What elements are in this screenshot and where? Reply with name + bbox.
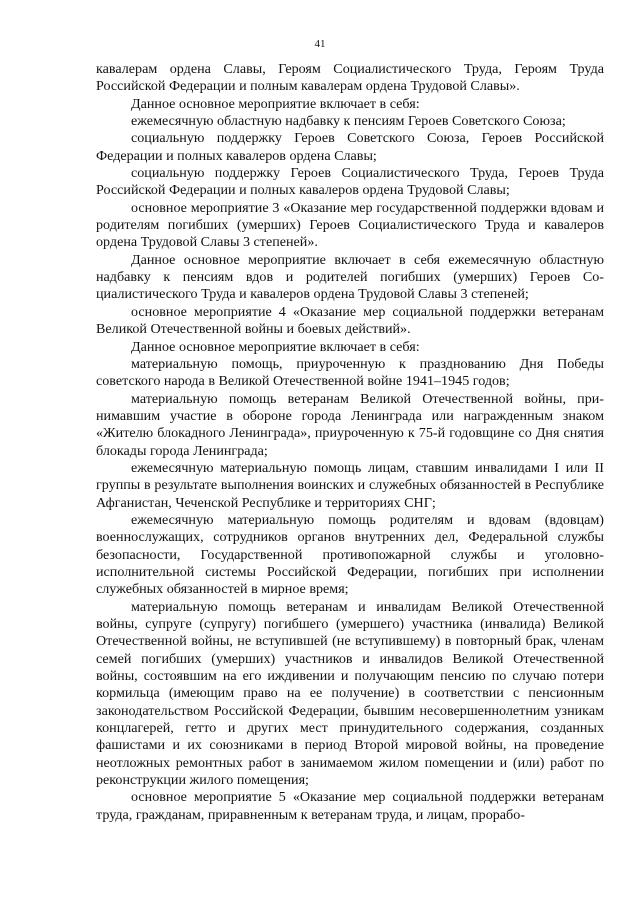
page-number: 41 xyxy=(314,38,326,50)
paragraph: ежемесячную областную надбавку к пенсиям Героев Советского Союза; xyxy=(131,113,566,130)
paragraph: социальную поддержку Героев Социалистического Труда, Героев Труда Российской Федерации и полных кавалеров ордена Трудовой Славы; xyxy=(96,165,604,199)
paragraph: основное мероприятие 3 «Оказание мер государственной поддержки вдовам и родителям погибших (умерших) Героев Социалистического Труда и кавалеров ордена Трудовой Славы 3 степеней». xyxy=(96,199,604,251)
paragraph: Данное основное мероприятие включает в себя: xyxy=(131,338,420,355)
paragraph: ежемесячную материальную помощь родителям и вдовам (вдовцам) военнослужащих, сотрудников органов внутренних дел, Федеральной службы безопасности, Государственной противопожарной службы и уголовно-исполнительной системы Российской Федерации, погибших при исполнении служебных обязанностей в мирное время; xyxy=(96,511,604,598)
paragraph: основное мероприятие 4 «Оказание мер социальной поддержки ветеранам Великой Отечественной войны и боевых действий». xyxy=(96,303,604,338)
paragraph: основное мероприятие 5 «Оказание мер социальной поддержки ветеранам труда, гражданам, приравненным к ветеранам труда, и лицам, прорабо- xyxy=(96,789,604,823)
paragraph: социальную поддержку Героев Советского Союза, Героев Российской Федерации и полных кавалеров ордена Славы; xyxy=(96,130,604,164)
body-text xyxy=(96,61,604,824)
paragraph: кавалерам ордена Славы, Героям Социалистического Труда, Героям Труда Российской Федерации и полным кавалерам ордена Трудовой Славы». xyxy=(96,61,604,95)
paragraph: Данное основное мероприятие включает в себя: xyxy=(131,95,420,112)
paragraph: материальную помощь, приуроченную к празднованию Дня Победы советского народа в Великой Отечественной войне 1941–1945 годов; xyxy=(96,355,604,390)
paragraph: Данное основное мероприятие включает в себя ежемесячную областную надбавку к пенсиям вдов и родителей погибших (умерших) Героев Социалистического Труда и кавалеров ордена Трудовой Славы 3 степеней; xyxy=(96,251,604,303)
paragraph: материальную помощь ветеранам Великой Отечественной войны, принимавшим участие в обороне города Ленинграда или награжденным знаком «Жителю блокадного Ленинграда», приуроченную к 75-й годовщине со Дня снятия блокады города Ленинграда; xyxy=(96,390,604,459)
paragraph: ежемесячную материальную помощь лицам, ставшим инвалидами I или II группы в результате выполнения воинских и служебных обязанностей в Республике Афганистан, Чеченской Республике и территориях СНГ; xyxy=(96,459,604,511)
paragraph: материальную помощь ветеранам и инвалидам Великой Отечественной войны, супруге (супругу) погибшего (умершего) участника (инвалида) Великой Отечественной войны, не вступившей (не вступившему) в повторный брак, членам семей погибших (умерших) участников и инвалидов Великой Отечественной войны, состоявшим на его иждивении и получающим пенсию по случаю потери кормильца (имеющим право на ее получение) в соответствии с пенсионным законодательством Российской Федерации, бывшим несовершеннолетним узникам концлагерей, гетто и других мест принудительного содержания, созданных фашистами и их союзниками в период Второй мировой войны, на проведение неотложных ремонтных работ в занимаемом жилом помещении и (или) работ по реконструкции жилого помещения; xyxy=(96,598,604,789)
